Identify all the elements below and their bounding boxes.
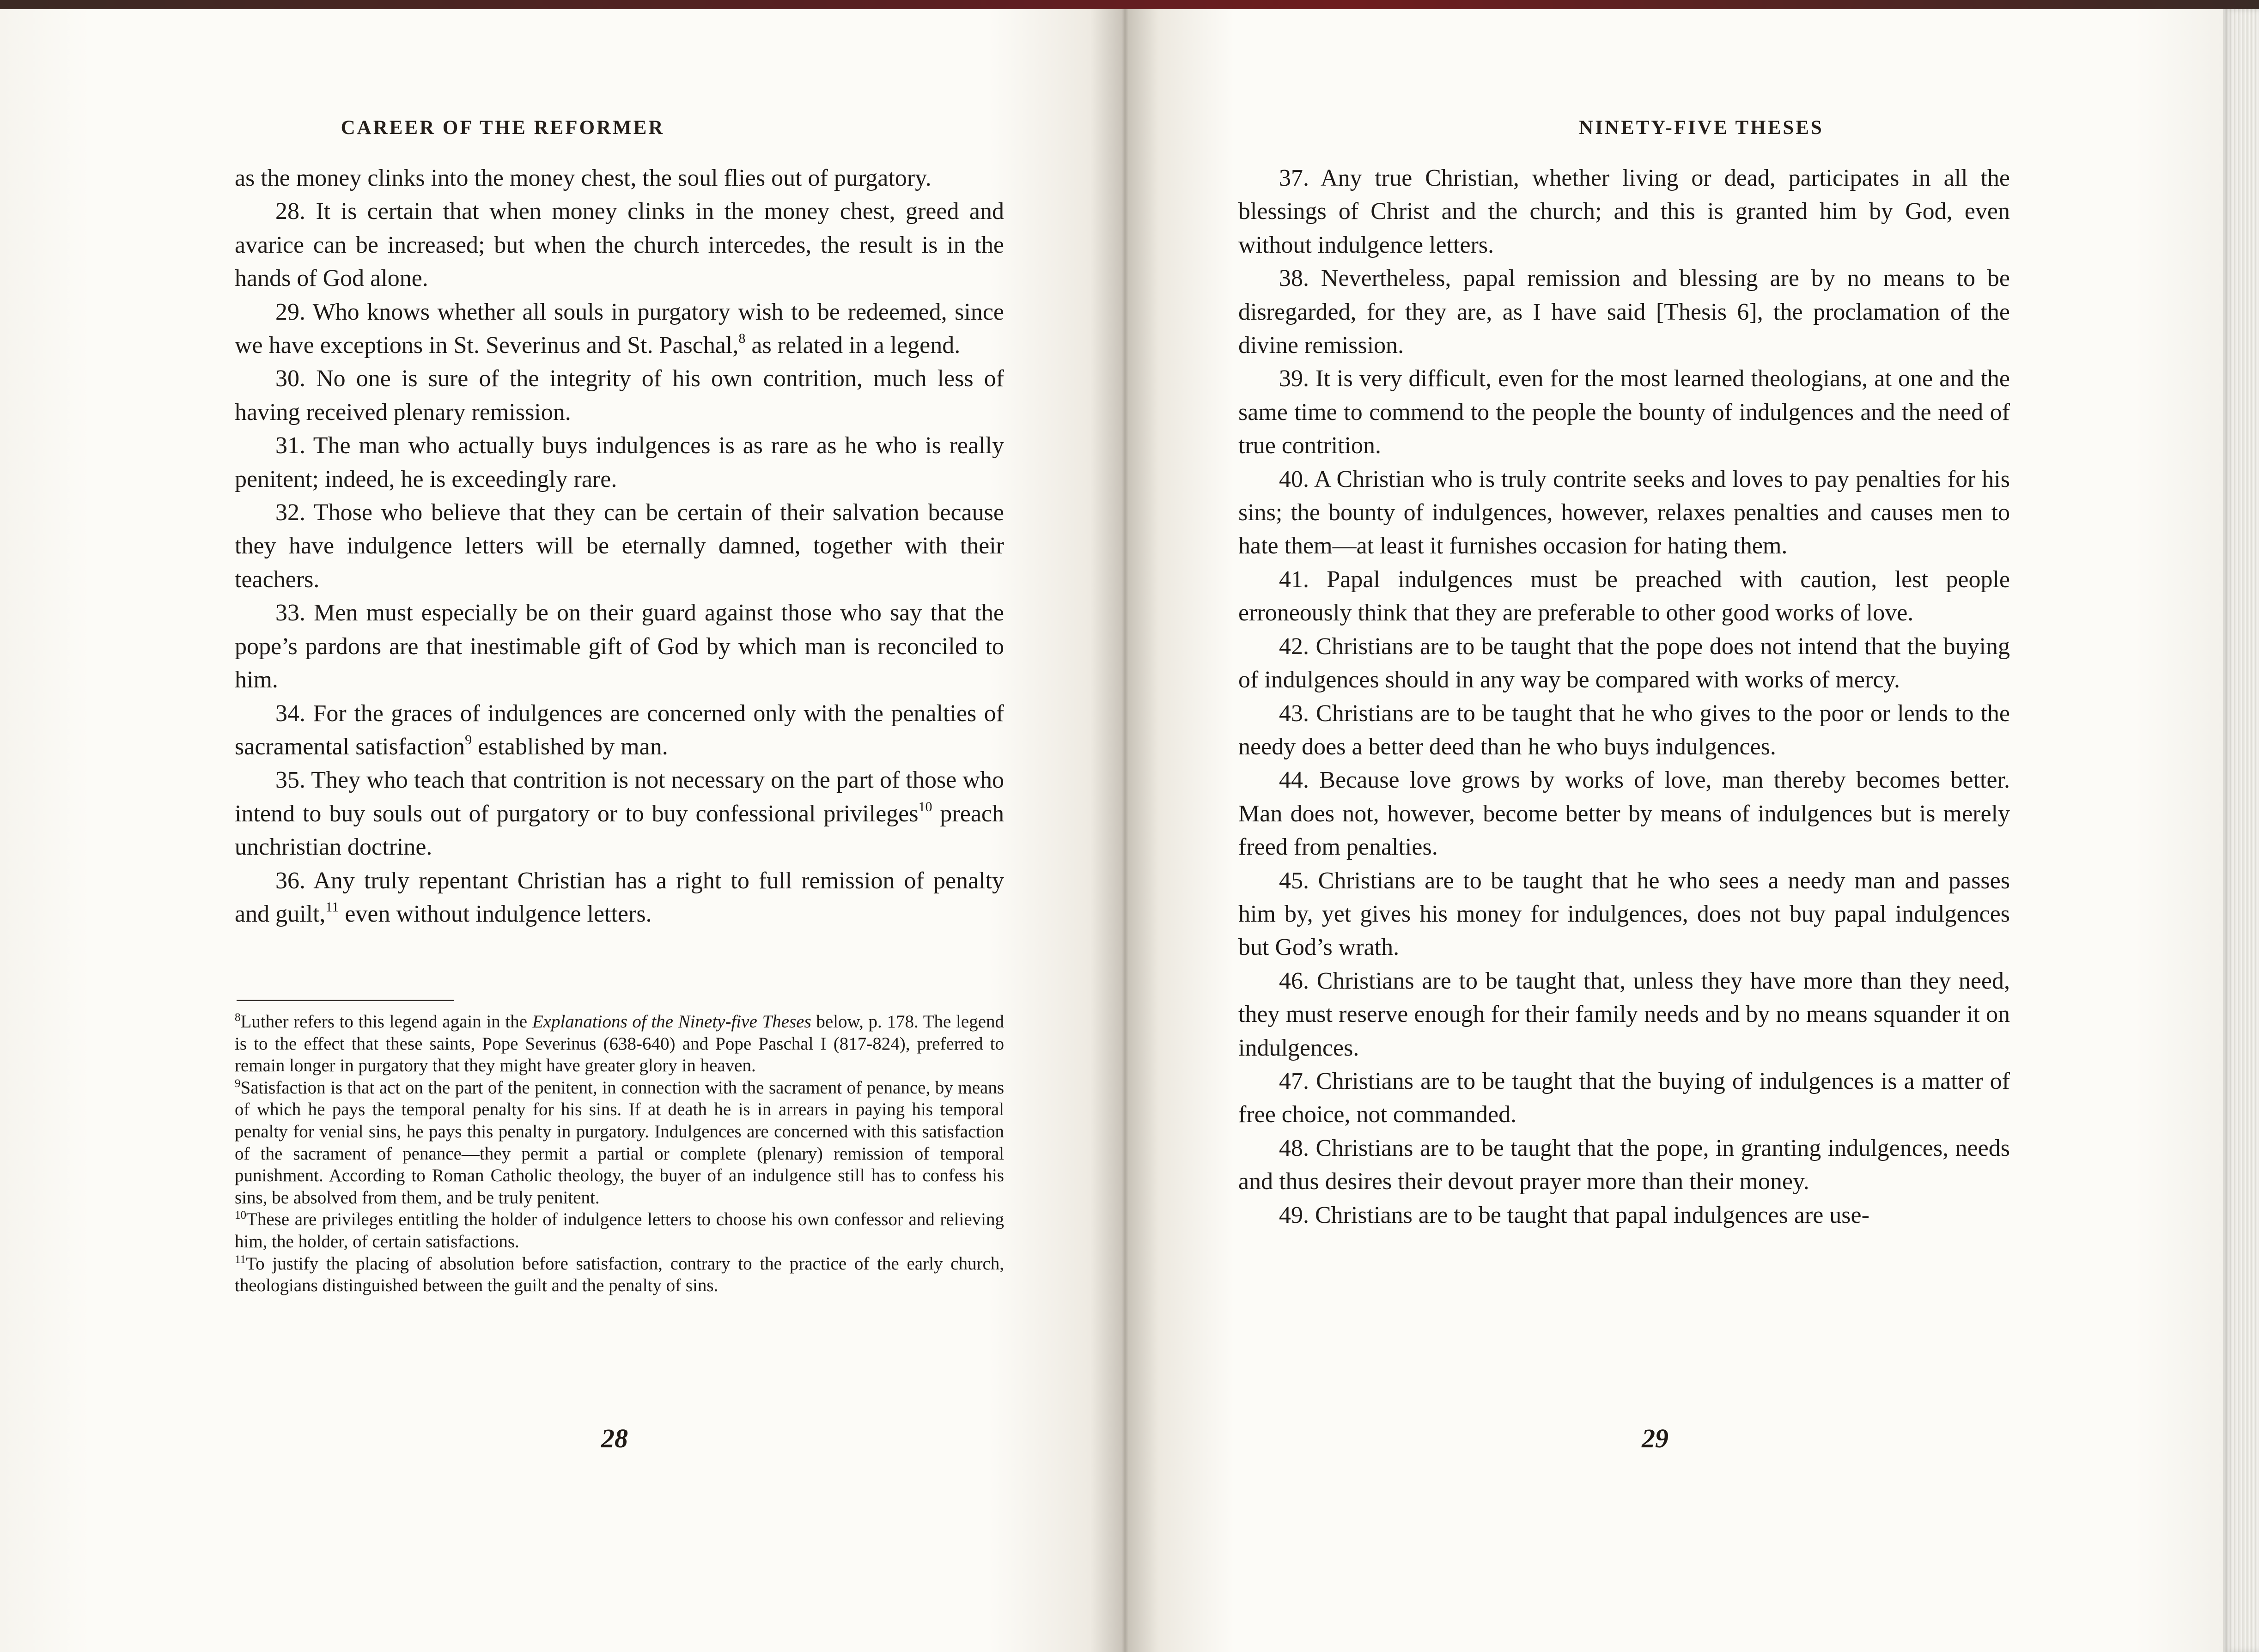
- thesis-34: 34. For the graces of indulgences are concerned only with the penalties of sacramental satisfaction$^9$ established by man.: [235, 700, 1004, 760]
- footnote-ref-11[interactable]: 11: [325, 899, 339, 915]
- thesis-42: 42. Christians are to be taught that the pope does not intend that the buying of indulgences should in any way be compared with works of mercy.: [1238, 633, 2010, 693]
- thesis-43: 43. Christians are to be taught that he who gives to the poor or lends to the needy does a better deed than he who buys indulgences.: [1238, 700, 2010, 760]
- thesis-31: 31. The man who actually buys indulgences is as rare as he who is really penitent; indeed, he is exceedingly rare.: [235, 432, 1004, 492]
- thesis-40: 40. A Christian who is truly contrite seeks and loves to pay penalties for his sins; the bounty of indulgences, however, relaxes penalties and causes men to hate them—at least it furnishes occasion for hating them.: [1238, 466, 2010, 559]
- thesis-41: 41. Papal indulgences must be preached with caution, lest people erroneously think that they are preferable to other good works of love.: [1238, 566, 2010, 626]
- thesis-29: 29. Who knows whether all souls in purgatory wish to be redeemed, since we have exceptions in St. Severinus and St. Paschal,$^8$ as related in a legend.: [235, 298, 1004, 359]
- thesis-37: 37. Any true Christian, whether living or dead, participates in all the blessings of Christ and the church; and this is granted him by God, even without indulgence letters.: [1238, 165, 2010, 258]
- footnote-9: $^9$Satisfaction is that act on the part of the penitent, in connection with the sacrament of penance, by means of which he pays the temporal penalty for his sins. If at death he is in arrears in paying his temporal penalty for venial sins, he pays this penalty in purgatory. Indulgences are concerned with this satisfaction of the sacrament of penance—they permit a partial or complete (plenary) remission of temporal punishment. According to Roman Catholic theology, the buyer of an indulgence still has to confess his sins, be absolved from them, and be truly penitent.: [235, 1077, 1004, 1208]
- footnotes: [235, 1011, 1004, 1297]
- footnote-10: $^{10}$These are privileges entitling the holder of indulgence letters to choose his own confessor and relieving him, the holder, of certain satisfactions.: [235, 1209, 1004, 1251]
- right-body-text: [1238, 162, 2010, 1232]
- left-body-text: [235, 162, 1004, 931]
- thesis-39: 39. It is very difficult, even for the most learned theologians, at one and the same time to commend to the people the bounty of indulgences and the need of true contrition.: [1238, 365, 2010, 459]
- thesis-44: 44. Because love grows by works of love, man thereby becomes better. Man does not, however, become better by means of indulgences but is merely freed from penalties.: [1238, 767, 2010, 861]
- continuation-text: as the money clinks into the money chest, the soul flies out of purgatory.: [235, 165, 932, 191]
- page-number-left: 28: [601, 1423, 628, 1453]
- thesis-46: 46. Christians are to be taught that, unless they have more than they need, they must reserve enough for their family needs and by no means squander it on indulgences.: [1238, 967, 2010, 1061]
- footnote-ref-8[interactable]: 8: [738, 331, 746, 346]
- thesis-38: 38. Nevertheless, papal remission and blessing are by no means to be disregarded, for they are, as I have said [Thesis 6], the proclamation of the divine remission.: [1238, 265, 2010, 359]
- page-stack-edge: [2223, 9, 2259, 1652]
- footnote-11: $^{11}$To justify the placing of absolution before satisfaction, contrary to the practice of the early church, theologians distinguished between the guilt and the penalty of sins.: [235, 1253, 1004, 1296]
- thesis-45: 45. Christians are to be taught that he who sees a needy man and passes him by, yet gives his money for indulgences, does not buy papal indulgences but God’s wrath.: [1238, 867, 2010, 961]
- page-number-right: 29: [1642, 1423, 1668, 1453]
- thesis-28: 28. It is certain that when money clinks in the money chest, greed and avarice can be increased; but when the church intercedes, the result is in the hands of God alone.: [235, 198, 1004, 292]
- footnote-ref-9[interactable]: 9: [465, 732, 472, 747]
- left-page: [0, 9, 1124, 1652]
- footnote-8: $^8$Luther refers to this legend again in the Explanations of the Ninety-five Theses below, p. 178. The legend is to the effect that these saints, Pope Severinus (638-640) and Pope Paschal I (817-824), preferred to remain longer in purgatory that they might have greater glory in heaven.: [235, 1011, 1004, 1076]
- thesis-30: 30. No one is sure of the integrity of his own contrition, much less of having received plenary remission.: [235, 365, 1004, 425]
- thesis-49: 49. Christians are to be taught that papal indulgences are use-: [1279, 1202, 1869, 1228]
- thesis-47: 47. Christians are to be taught that the buying of indulgences is a matter of free choice, not commanded.: [1238, 1068, 2010, 1128]
- thesis-32: 32. Those who believe that they can be certain of their salvation because they have indulgence letters will be eternally damned, together with their teachers.: [235, 499, 1004, 593]
- thesis-33: 33. Men must especially be on their guard against those who say that the pope’s pardons are that inestimable gift of God by which man is reconciled to him.: [235, 600, 1004, 693]
- footnote-ref-10[interactable]: 10: [918, 799, 932, 814]
- thesis-48: 48. Christians are to be taught that the pope, in granting indulgences, needs and thus desires their devout prayer more than their money.: [1238, 1135, 2010, 1195]
- right-page: [1124, 9, 2223, 1652]
- thesis-35: 35. They who teach that contrition is not necessary on the part of those who intend to buy souls out of purgatory or to buy confessional privileges$^{10}$ preach unchristian doctrine.: [235, 767, 1004, 861]
- thesis-36: 36. Any truly repentant Christian has a right to full remission of penalty and guilt,$^{11}$ even without indulgence letters.: [235, 867, 1004, 927]
- running-head-left: CAREER OF THE REFORMER: [341, 117, 665, 139]
- running-head-right: NINETY-FIVE THESES: [1579, 117, 1824, 139]
- footnote-divider: [237, 1000, 454, 1001]
